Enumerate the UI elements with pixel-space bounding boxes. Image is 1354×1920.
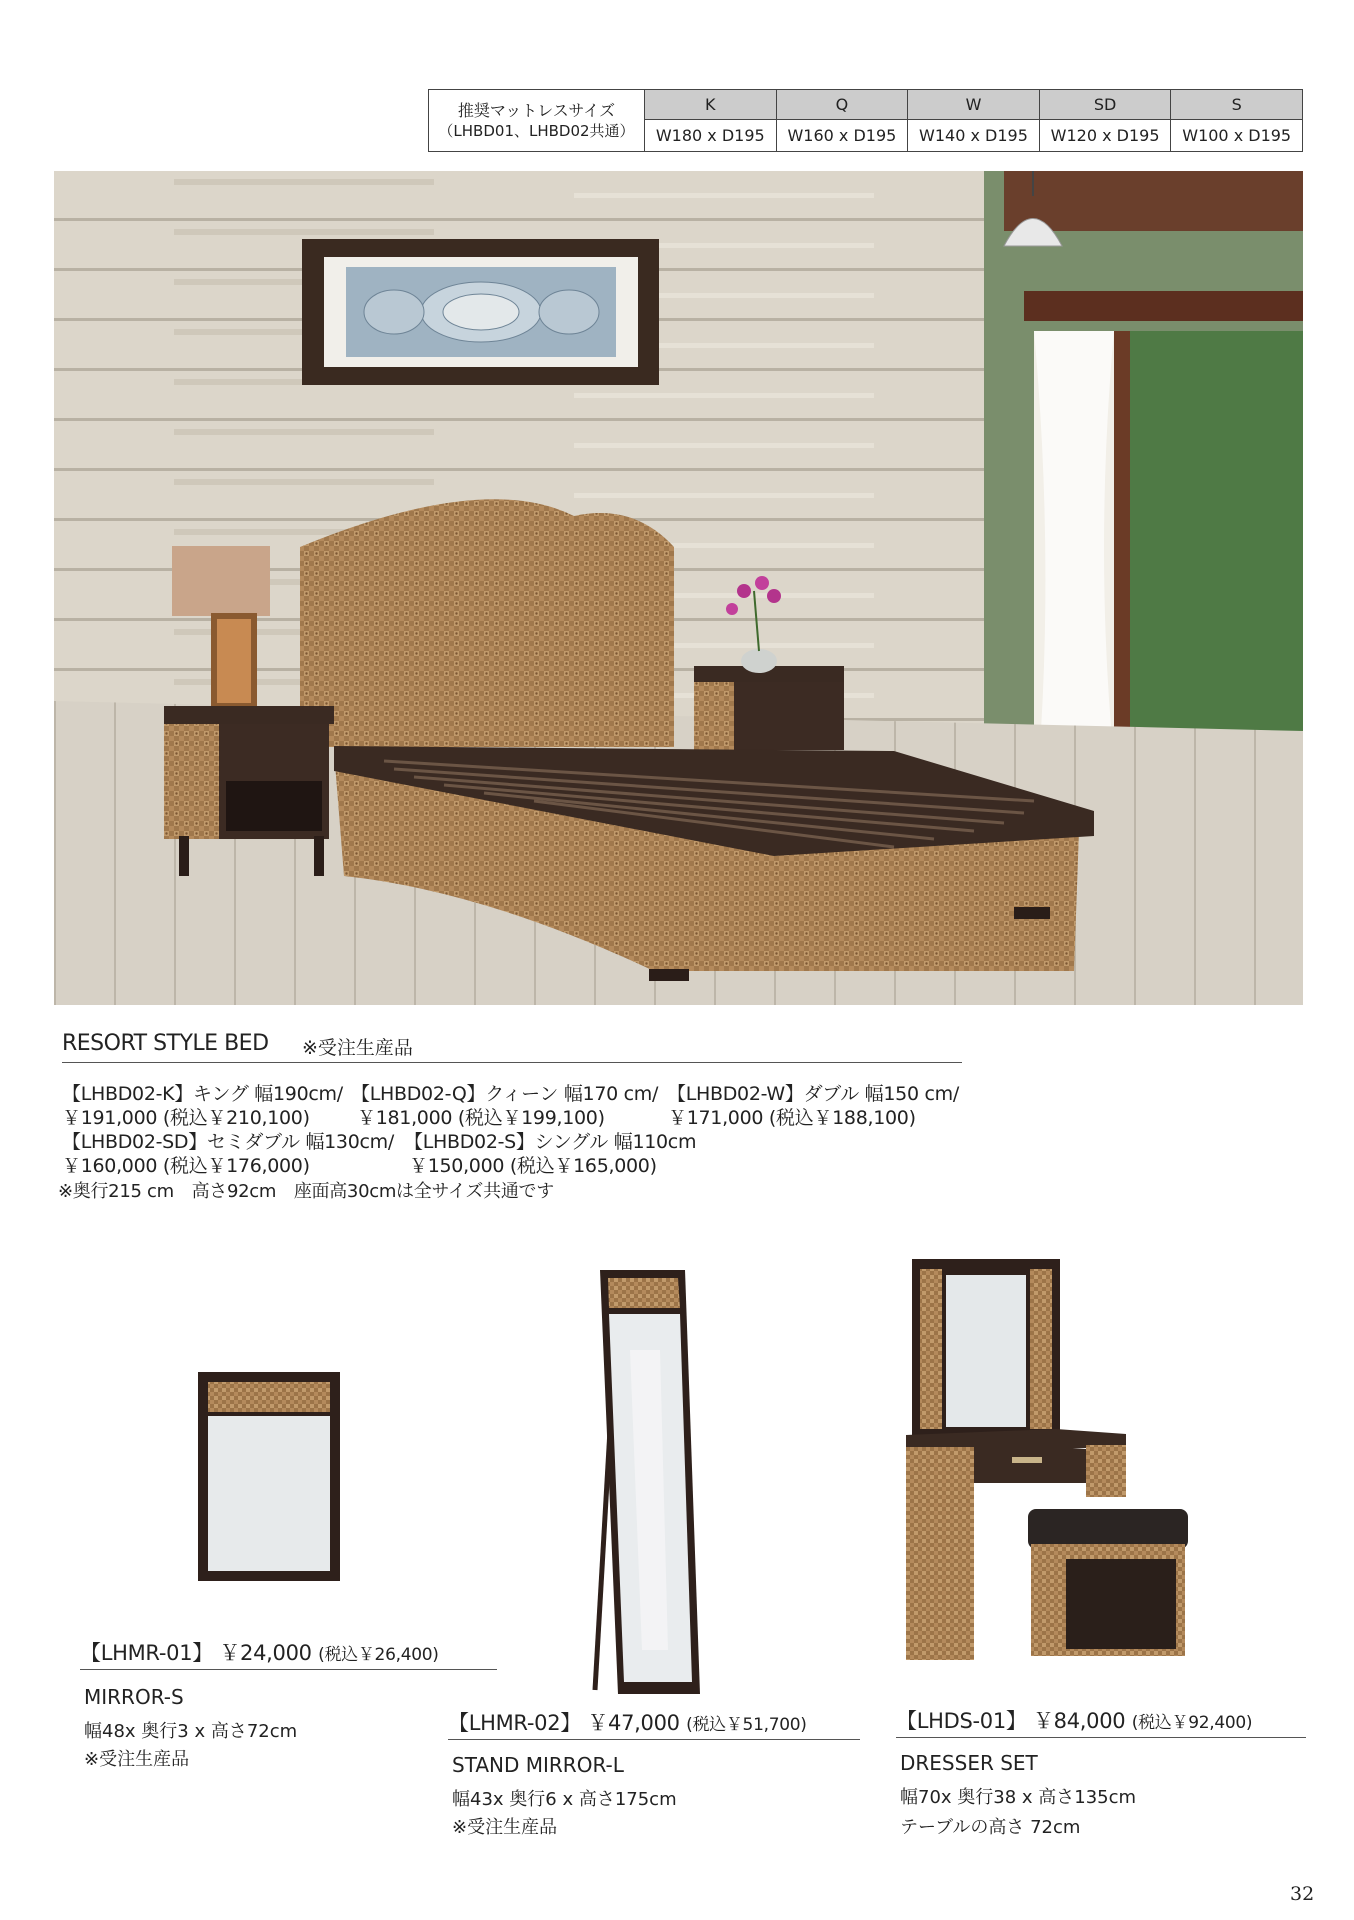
bed-variant-q-price: ￥181,000 (税込￥199,100) bbox=[357, 1107, 605, 1129]
bed-variant-k-label: 【LHBD02-K】キング 幅190cm/ bbox=[62, 1083, 343, 1105]
lhds-01-name: DRESSER SET bbox=[900, 1751, 1038, 1775]
size-code-sd: SD bbox=[1039, 90, 1171, 120]
bed-variant-s-label: 【LHBD02-S】シングル 幅110cm bbox=[404, 1131, 697, 1153]
bed-common-note: ※奥行215 cm 高さ92cm 座面高30cmは全サイズ共通です bbox=[58, 1181, 554, 1202]
size-code-k: K bbox=[645, 90, 777, 120]
bed-variant-sd-label: 【LHBD02-SD】セミダブル 幅130cm/ bbox=[62, 1131, 394, 1153]
mirror-s-image bbox=[198, 1372, 340, 1581]
lhmr-02-divider bbox=[448, 1739, 860, 1740]
lhmr-02-code: 【LHMR-02】 bbox=[448, 1711, 581, 1735]
mattress-table-label bbox=[429, 90, 645, 152]
bed-variant-w-label: 【LHBD02-W】ダブル 幅150 cm/ bbox=[667, 1083, 959, 1105]
lhmr-02-tax-price: (税込￥51,700) bbox=[686, 1715, 807, 1735]
lhmr-02-note: ※受注生産品 bbox=[452, 1817, 558, 1838]
bed-variant-s-price: ￥150,000 (税込￥165,000) bbox=[409, 1155, 657, 1177]
size-code-s: S bbox=[1171, 90, 1303, 120]
size-dim-sd: W120 x D195 bbox=[1039, 120, 1171, 152]
bed-variant-k-price: ￥191,000 (税込￥210,100) bbox=[62, 1107, 310, 1129]
dresser-set-image bbox=[906, 1259, 1192, 1664]
lhds-01-code: 【LHDS-01】 bbox=[896, 1709, 1027, 1733]
lhds-01-price: ￥84,000 bbox=[1032, 1709, 1126, 1733]
lhmr-01-divider bbox=[80, 1669, 497, 1670]
lhmr-01-code: 【LHMR-01】 bbox=[80, 1641, 213, 1665]
bed-variant-sd-price: ￥160,000 (税込￥176,000) bbox=[62, 1155, 310, 1177]
bed-title: RESORT STYLE BED bbox=[62, 1031, 269, 1056]
lhds-01-header bbox=[896, 1705, 1252, 1735]
mattress-label-line2: （LHBD01、LHBD02共通） bbox=[438, 121, 635, 140]
size-dim-s: W100 x D195 bbox=[1171, 120, 1303, 152]
lhmr-02-price: ￥47,000 bbox=[587, 1711, 680, 1735]
size-dim-q: W160 x D195 bbox=[776, 120, 908, 152]
lhmr-01-header bbox=[80, 1637, 439, 1667]
stand-mirror-l-image bbox=[590, 1270, 705, 1694]
size-code-q: Q bbox=[776, 90, 908, 120]
lhmr-02-header bbox=[448, 1707, 807, 1737]
lhmr-01-note: ※受注生産品 bbox=[84, 1749, 190, 1770]
bed-variant-w-price: ￥171,000 (税込￥188,100) bbox=[668, 1107, 916, 1129]
lhmr-01-dims: 幅48x 奥行3 x 高さ72cm bbox=[84, 1721, 298, 1742]
size-code-w: W bbox=[908, 90, 1040, 120]
lhmr-01-price: ￥24,000 bbox=[219, 1641, 312, 1665]
lhmr-01-name: MIRROR-S bbox=[84, 1685, 184, 1709]
lhmr-01-tax-price: (税込￥26,400) bbox=[318, 1645, 439, 1665]
lhmr-02-dims: 幅43x 奥行6 x 高さ175cm bbox=[452, 1789, 677, 1810]
mattress-label-line1: 推奨マットレスサイズ bbox=[457, 100, 616, 120]
bed-divider bbox=[62, 1062, 962, 1063]
size-dim-w: W140 x D195 bbox=[908, 120, 1040, 152]
mattress-size-table bbox=[428, 89, 1303, 152]
headboard bbox=[300, 499, 674, 747]
bedroom-photo bbox=[54, 171, 1303, 1005]
lhds-01-divider bbox=[896, 1737, 1306, 1738]
lhds-01-note: テーブルの高さ 72cm bbox=[900, 1817, 1081, 1838]
lhds-01-dims: 幅70x 奥行38 x 高さ135cm bbox=[900, 1787, 1137, 1808]
page-number: 32 bbox=[1290, 1883, 1315, 1905]
size-dim-k: W180 x D195 bbox=[645, 120, 777, 152]
lhmr-02-name: STAND MIRROR-L bbox=[452, 1753, 624, 1777]
lamp-shade bbox=[172, 546, 270, 616]
lhds-01-tax-price: (税込￥92,400) bbox=[1131, 1713, 1253, 1733]
bed-order-note: ※受注生産品 bbox=[302, 1037, 413, 1059]
bed-variant-q-label: 【LHBD02-Q】クィーン 幅170 cm/ bbox=[351, 1083, 659, 1105]
